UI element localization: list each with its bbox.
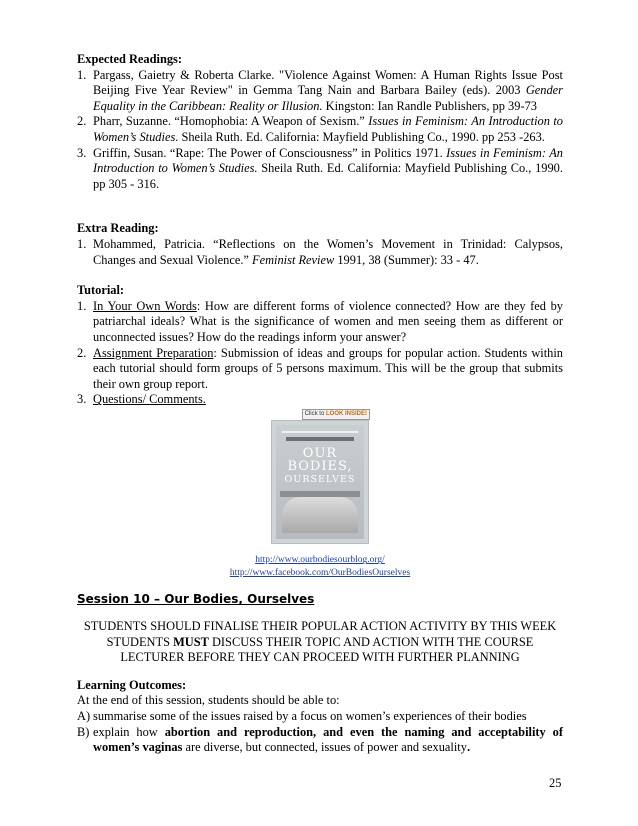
links-block <box>77 554 563 580</box>
facebook-link[interactable]: http://www.facebook.com/OurBodiesOurselves <box>229 568 411 579</box>
blog-link[interactable]: http://www.ourbodiesourblog.org/ <box>255 555 385 566</box>
book-title: OUR BODIES, OURSELVES <box>284 445 356 485</box>
page-body <box>77 52 563 756</box>
learning-outcomes-list <box>77 709 563 756</box>
expected-readings-list <box>77 68 563 193</box>
expected-readings-heading: Expected Readings: <box>77 52 182 66</box>
list-item: A) summarise some of the issues raised by a focus on women’s experiences of their bodies <box>77 709 527 724</box>
book-figure <box>77 410 563 549</box>
list-item: 2. Assignment Preparation: Submission of ideas and groups for popular action. Students within each tutorial should form groups of 5 persons maximum. This will be the group that submits their own group report. <box>77 345 563 391</box>
page-number: 25 <box>549 776 562 790</box>
list-item: 1. In Your Own Words: How are different forms of violence connected? How are they fed by patriarchal ideals? What is the significance of women and men seeing them as different or unconnected issues? How do the readings inform your answer? <box>77 298 563 344</box>
look-inside-tag[interactable]: Click to LOOK INSIDE! <box>302 409 370 420</box>
session-notice: STUDENTS SHOULD FINALISE THEIR POPULAR ACTION ACTIVITY BY THIS WEEK STUDENTS MUST DISCUSS THEIR TOPIC AND ACTION WITH THE COURSE LECTURER BEFORE THEY CAN PROCEED WITH FURTHER PLANNING <box>83 619 557 665</box>
list-item: 2. Pharr, Suzanne. “Homophobia: A Weapon of Sexism.” Issues in Feminism: An Introduction to Women’s Studies. Sheila Ruth. Ed. California: Mayfield Publishing Co., 1990. pp 253 -263. <box>77 114 564 144</box>
learning-outcomes-intro: At the end of this session, students should be able to: <box>77 693 340 708</box>
list-item: B) explain how abortion and reproduction, and even the naming and acceptability of women’s vaginas are diverse, but connected, issues of power and sexuality. <box>77 724 563 755</box>
book-cover-photo <box>282 497 358 533</box>
tutorial-heading: Tutorial: <box>77 283 125 298</box>
extra-reading-heading: Extra Reading: <box>77 221 159 236</box>
list-item: 1. Mohammed, Patricia. “Reflections on the Women’s Movement in Trinidad: Calypsos, Changes and Sexual Violence.” Feminist Review 1991, 38 (Summer): 33 - 47. <box>77 236 563 267</box>
learning-outcomes-heading: Learning Outcomes: <box>77 677 187 692</box>
list-item: 1. Pargass, Gaietry & Roberta Clarke. "Violence Against Women: A Human Rights Issue Post Beijing Five Year Review" in Gemma Tang Nain and Barbara Bailey (eds). 2003 Gender Equality in the Caribbean: Reality or Illusion. Kingston: Ian Randle Publishers, pp 39-73 <box>77 67 563 113</box>
extra-reading-list <box>77 237 563 268</box>
session-title: Session 10 – Our Bodies, Ourselves <box>77 592 315 607</box>
book-cover-image[interactable] <box>271 410 369 544</box>
list-item: 3. Questions/ Comments. <box>77 392 206 407</box>
tutorial-list <box>77 299 563 408</box>
list-item: 3. Griffin, Susan. “Rape: The Power of Consciousness” in Politics 1971. Issues in Feminism: An Introduction to Women’s Studies. Sheila Ruth. Ed. California: Mayfield Publishing Co., 1990. pp 305 - 316. <box>77 145 563 191</box>
